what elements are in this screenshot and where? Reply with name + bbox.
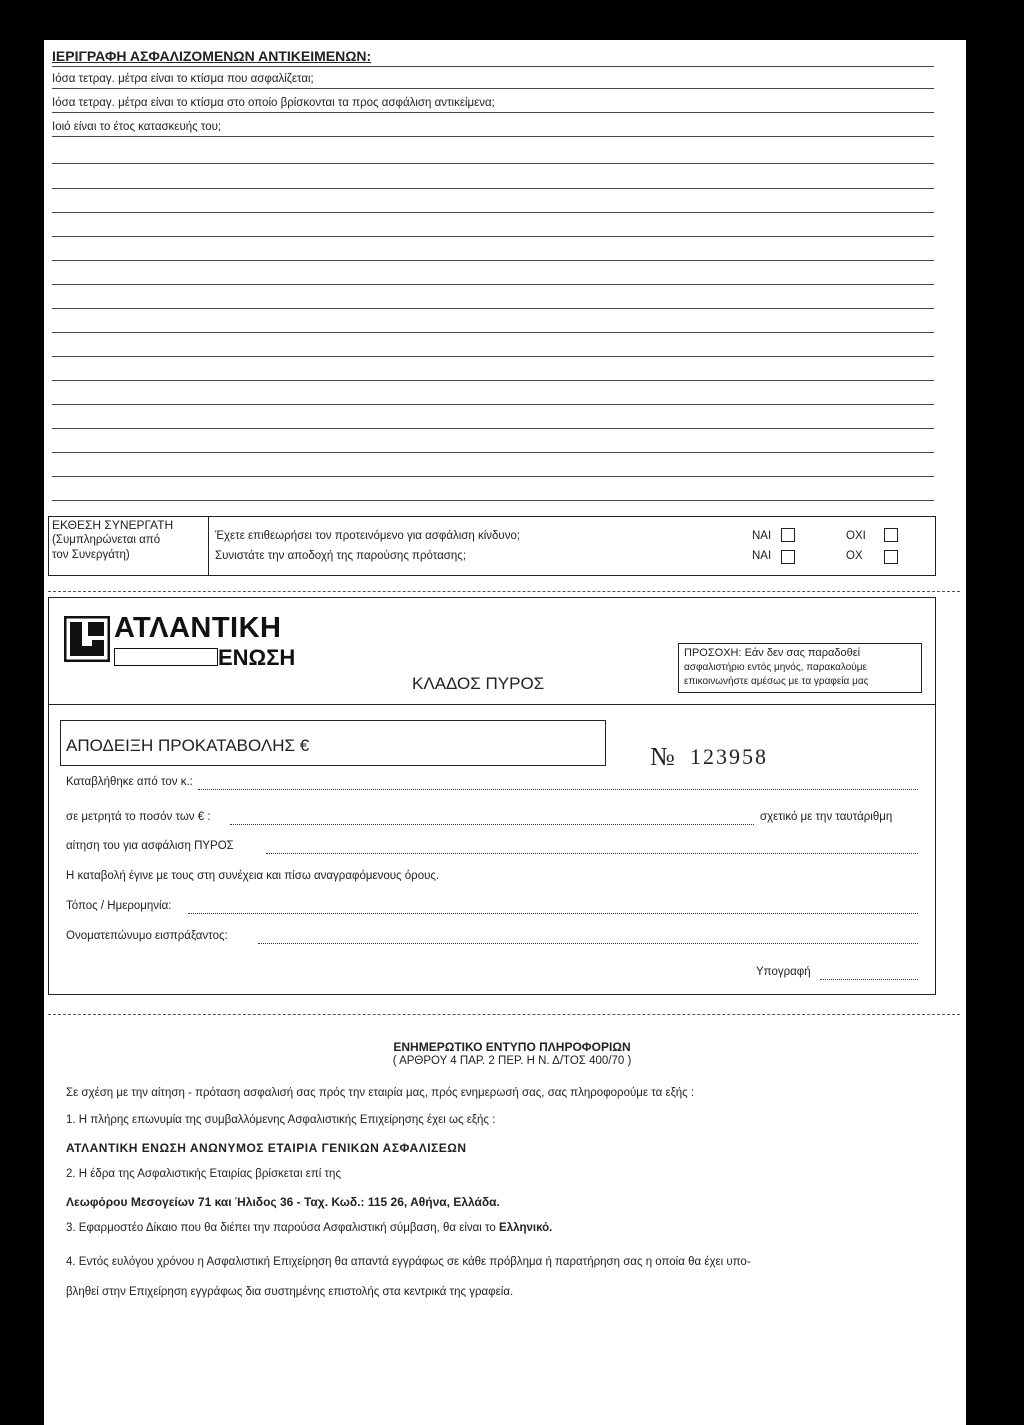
info-item-1: 1. Η πλήρης επωνυμία της συμβαλλόμενης Ασφαλιστικής Επιχείρησης έχει ως εξής :: [66, 1114, 496, 1126]
blank-line[interactable]: [52, 163, 934, 164]
place-date-field[interactable]: [188, 913, 918, 914]
related-label: σχετικό με την ταυτάριθμη: [760, 811, 893, 823]
paid-by-field[interactable]: [198, 789, 918, 790]
partner-report-title: ΕΚΘΕΣΗ ΣΥΝΕΡΓΑΤΗ: [52, 518, 174, 532]
recommend-yes-checkbox[interactable]: [781, 550, 795, 564]
info-form-title: ΕΝΗΜΕΡΩΤΙΚΟ ΕΝΤΥΠΟ ΠΛΗΡΟΦΟΡΙΩΝ: [393, 1040, 631, 1054]
governing-law: Ελληνικό.: [499, 1222, 553, 1234]
info-item-4-line-1: 4. Εντός ευλόγου χρόνου η Ασφαλιστική Επιχείρηση θα απαντά εγγράφως σε κάθε πρόβλημα ή παρατήρηση σας η οποία θα έχει υπο-: [66, 1256, 751, 1268]
blank-line[interactable]: [52, 428, 934, 429]
blank-line[interactable]: [52, 236, 934, 237]
application-label: αίτηση του για ασφάλιση ΠΥΡΟΣ: [66, 840, 234, 852]
answer-line[interactable]: [52, 112, 934, 113]
signature-field[interactable]: [820, 979, 918, 980]
recommend-question: Συνιστάτε την αποδοχή της παρούσης πρότασης;: [215, 550, 467, 562]
inspection-yes-checkbox[interactable]: [781, 528, 795, 542]
info-item-4-line-2: βληθεί στην Επιχείρηση εγγράφως δια συστημένης επιστολής στα κεντρικά της γραφεία.: [66, 1286, 514, 1298]
brand-bar: [114, 648, 218, 666]
receipt-number: 123958: [690, 744, 768, 769]
cut-line: [48, 1014, 960, 1015]
receipt-title: ΑΠΟΔΕΙΞΗ ΠΡΟΚΑΤΑΒΟΛΗΣ €: [66, 736, 310, 755]
blank-line[interactable]: [52, 332, 934, 333]
blank-line[interactable]: [52, 212, 934, 213]
blank-line[interactable]: [52, 308, 934, 309]
place-date-label: Τόπος / Ημερομηνία:: [66, 900, 172, 912]
blank-line[interactable]: [52, 500, 934, 501]
notice-text-3: επικοινωνήστε αμέσως με τα γραφεία μας: [684, 676, 869, 687]
company-name: ΑΤΛΑΝΤΙΚΗ ΕΝΩΣΗ ΑΝΩΝΥΜΟΣ ΕΤΑΙΡΙΑ ΓΕΝΙΚΩΝ ΑΣΦΑΛΙΣΕΩΝ: [66, 1141, 467, 1155]
description-question-items: Ιόσα τετραγ. μέτρα είναι το κτίσμα στο οποίο βρίσκονται τα προς ασφάλιση αντικείμενα;: [52, 97, 495, 109]
recommend-no-checkbox[interactable]: [884, 550, 898, 564]
divider: [208, 516, 209, 576]
info-item-2: 2. Η έδρα της Ασφαλιστικής Εταιρίας βρίσκεται επί της: [66, 1168, 341, 1180]
rule: [48, 704, 936, 705]
terms-text: Η καταβολή έγινε με τους στη συνέχεια και πίσω αναγραφόμενους όρους.: [66, 870, 440, 882]
notice-text-2: ασφαλιστήριο εντός μηνός, παρακαλούμε: [684, 662, 867, 673]
blank-line[interactable]: [52, 476, 934, 477]
blank-line[interactable]: [52, 188, 934, 189]
branch-label: ΚΛΑΔΟΣ ΠΥΡΟΣ: [412, 674, 545, 693]
collector-field[interactable]: [258, 943, 918, 944]
blank-line[interactable]: [52, 404, 934, 405]
inspection-no-checkbox[interactable]: [884, 528, 898, 542]
yes-label: ΝΑΙ: [752, 530, 772, 542]
inspection-question: Έχετε επιθεωρήσει τον προτεινόμενο για ασφάλιση κίνδυνο;: [215, 530, 521, 542]
brand-subname: ΕΝΩΣΗ: [218, 645, 296, 670]
company-address: Λεωφόρου Μεσογείων 71 και Ήλιδος 36 - Ταχ. Κωδ.: 115 26, Αθήνα, Ελλάδα.: [66, 1195, 500, 1209]
yes-label: ΝΑΙ: [752, 550, 772, 562]
paid-by-label: Καταβλήθηκε από τον κ.:: [66, 776, 193, 788]
info-item-3-text: 3. Εφαρμοστέο Δίκαιο που θα διέπει την παρούσα Ασφαλιστική σύμβαση, θα είναι το: [66, 1222, 500, 1234]
brand-name: ΑΤΛΑΝΤΙΚΗ: [114, 612, 282, 644]
answer-line[interactable]: [52, 136, 934, 137]
no-label: ΟΧ: [846, 550, 863, 562]
description-question-area: Ιόσα τετραγ. μέτρα είναι το κτίσμα που ασφαλίζεται;: [52, 73, 314, 85]
description-heading: ΙΕΡΙΓΡΑΦΗ ΑΣΦΑΛΙΖΟΜΕΝΩΝ ΑΝΤΙΚΕΙΜΕΝΩΝ:: [52, 48, 372, 64]
cash-amount-label: σε μετρητά το ποσόν των € :: [66, 811, 211, 823]
blank-line[interactable]: [52, 284, 934, 285]
partner-report-subtitle: (Συμπληρώνεται από: [52, 534, 161, 546]
blank-line[interactable]: [52, 452, 934, 453]
cash-amount-field[interactable]: [230, 824, 754, 825]
info-item-3: [66, 1222, 552, 1234]
no-label: ΟΧΙ: [846, 530, 866, 542]
atlantiki-logo-icon: [64, 616, 110, 662]
collector-label: Ονοματεπώνυμο εισπράξαντος:: [66, 930, 228, 942]
partner-report-box: [48, 516, 936, 576]
signature-label: Υπογραφή: [756, 966, 811, 978]
blank-line[interactable]: [52, 380, 934, 381]
description-question-year: Ιοιό είναι το έτος κατασκευής του;: [52, 121, 222, 133]
application-field[interactable]: [266, 853, 918, 854]
blank-line[interactable]: [52, 356, 934, 357]
notice-text-1: ΠΡΟΣΟΧΗ: Εάν δεν σας παραδοθεί: [684, 647, 861, 659]
info-form-subtitle: ( ΑΡΘΡΟΥ 4 ΠΑΡ. 2 ΠΕΡ. Η Ν. Δ/ΤΟΣ 400/70 ): [392, 1055, 632, 1067]
cut-line: [48, 591, 960, 592]
answer-line[interactable]: [52, 88, 934, 89]
partner-report-subtitle-2: τον Συνεργάτη): [52, 549, 130, 561]
info-intro: Σε σχέση με την αίτηση - πρόταση ασφαλισή σας πρός την εταιρία μας, πρός ενημερωσή σας, σας πληροφορούμε τα εξής :: [66, 1087, 695, 1099]
receipt-number-label: №: [650, 742, 675, 771]
blank-line[interactable]: [52, 260, 934, 261]
rule: [52, 66, 934, 67]
